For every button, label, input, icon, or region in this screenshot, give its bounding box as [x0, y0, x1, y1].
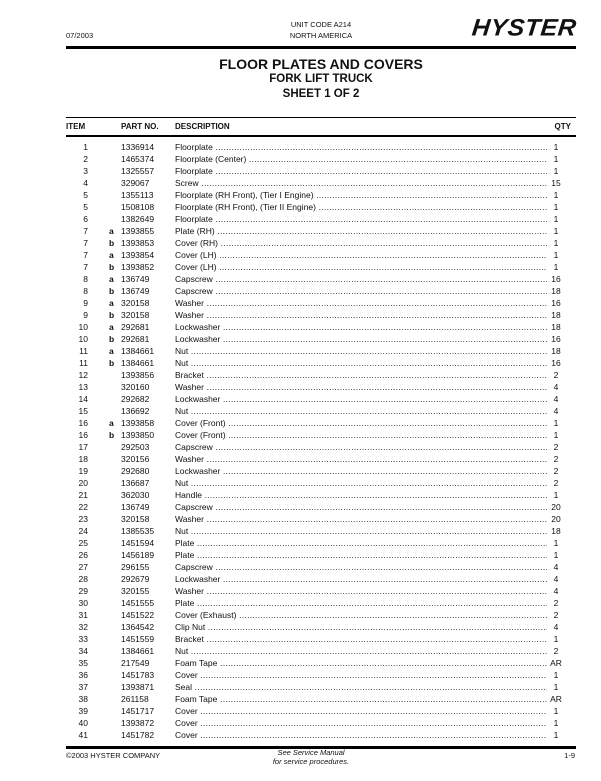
table-row — [66, 585, 576, 597]
item-number: 40 — [78, 717, 88, 728]
part-number: 320156 — [121, 453, 150, 464]
page-number: 1-9 — [564, 751, 575, 760]
item-variant: b — [109, 237, 115, 248]
part-number: 136749 — [121, 501, 150, 512]
part-description: Cover (LH) ..... — [175, 249, 547, 261]
table-row — [66, 261, 576, 273]
table-row — [66, 189, 576, 201]
header-date: 07/2003 — [66, 31, 94, 40]
quantity: 16 — [551, 333, 561, 344]
part-number: 296155 — [121, 561, 150, 572]
quantity: 1 — [553, 165, 559, 176]
part-number: 1355113 — [121, 189, 154, 200]
table-row — [66, 429, 576, 441]
col-item: ITEM — [66, 122, 86, 131]
part-description: Lockwasher ..... — [175, 573, 547, 585]
part-number: 1393855 — [121, 225, 155, 236]
item-number: 5 — [83, 189, 88, 200]
part-description: Washer ..... — [175, 585, 547, 597]
item-variant: b — [109, 285, 115, 296]
part-number: 320160 — [121, 381, 150, 392]
table-row — [66, 153, 576, 165]
quantity: 2 — [553, 477, 559, 488]
item-number: 11 — [79, 357, 88, 368]
part-number: 1393852 — [121, 261, 155, 272]
quantity: 1 — [553, 141, 559, 152]
item-number: 15 — [78, 405, 88, 416]
item-number: 37 — [78, 681, 88, 692]
item-number: 27 — [78, 561, 88, 572]
table-header-divider — [66, 135, 576, 137]
quantity: 1 — [553, 153, 559, 164]
quantity: 4 — [553, 393, 559, 404]
part-number: 1508108 — [121, 201, 155, 212]
part-description: Washer ..... — [175, 297, 547, 309]
quantity: 2 — [553, 609, 559, 620]
table-row — [66, 321, 576, 333]
part-description: Nut ..... — [175, 645, 547, 657]
part-number: 136749 — [121, 273, 150, 284]
part-description: Handle ..... — [175, 489, 547, 501]
table-row — [66, 537, 576, 549]
quantity: 1 — [553, 705, 559, 716]
item-number: 36 — [78, 669, 88, 680]
table-row — [66, 513, 576, 525]
quantity: 1 — [553, 633, 559, 644]
table-row — [66, 141, 576, 153]
item-variant: b — [109, 357, 115, 368]
item-number: 34 — [78, 645, 88, 656]
item-number: 17 — [78, 441, 88, 452]
item-number: 35 — [78, 657, 88, 668]
item-number: 16 — [78, 429, 88, 440]
part-description: Nut ..... — [175, 525, 547, 537]
part-description: Floorplate ..... — [175, 141, 547, 153]
header-divider — [66, 46, 576, 49]
table-row — [66, 573, 576, 585]
item-number: 29 — [78, 585, 88, 596]
table-row — [66, 417, 576, 429]
item-number: 1 — [83, 141, 88, 152]
table-row — [66, 621, 576, 633]
item-number: 8 — [83, 285, 88, 296]
quantity: 1 — [553, 429, 559, 440]
table-row — [66, 465, 576, 477]
table-row — [66, 273, 576, 285]
item-number: 4 — [83, 177, 88, 188]
part-description: Cover ..... — [175, 705, 547, 717]
part-number: 1393856 — [121, 369, 155, 380]
quantity: 1 — [553, 681, 559, 692]
part-number: 320158 — [121, 513, 150, 524]
sheet-label: SHEET 1 OF 2 — [282, 88, 360, 100]
col-description: DESCRIPTION — [175, 122, 230, 131]
item-number: 28 — [78, 573, 88, 584]
quantity: 18 — [551, 321, 561, 332]
item-variant: a — [109, 225, 114, 236]
table-row — [66, 609, 576, 621]
part-number: 1336914 — [121, 141, 155, 152]
part-description: Floorplate (RH Front), (Tier II Engine) ..... — [175, 201, 547, 213]
table-row — [66, 237, 576, 249]
item-number: 32 — [78, 621, 88, 632]
table-row — [66, 393, 576, 405]
quantity: 1 — [553, 549, 559, 560]
part-number: 1385535 — [121, 525, 155, 536]
quantity: 20 — [551, 501, 561, 512]
table-row — [66, 225, 576, 237]
item-number: 38 — [78, 693, 88, 704]
quantity: 4 — [553, 561, 559, 572]
part-number: 136687 — [121, 477, 150, 488]
item-variant: b — [109, 261, 115, 272]
quantity: 1 — [553, 717, 559, 728]
table-header — [66, 118, 576, 135]
item-number: 8 — [83, 273, 88, 284]
quantity: 1 — [553, 537, 559, 548]
item-number: 7 — [83, 237, 88, 248]
item-variant: b — [109, 309, 115, 320]
part-number: 329067 — [121, 177, 150, 188]
header-unit-info — [246, 19, 396, 41]
quantity: 2 — [553, 369, 559, 380]
quantity: 4 — [553, 381, 559, 392]
part-description: Plate ..... — [175, 537, 547, 549]
item-number: 33 — [78, 633, 88, 644]
part-number: 292503 — [121, 441, 150, 452]
quantity: 2 — [553, 465, 559, 476]
part-number: 136692 — [121, 405, 150, 416]
item-number: 30 — [78, 597, 88, 608]
quantity: AR — [550, 693, 562, 704]
part-number: 1393854 — [121, 249, 155, 260]
table-row — [66, 477, 576, 489]
part-number: 1456189 — [121, 549, 155, 560]
part-description: Lockwasher ..... — [175, 321, 547, 333]
quantity: 1 — [553, 489, 559, 500]
part-description: Capscrew ..... — [175, 501, 547, 513]
part-description: Cover (Front) ..... — [175, 429, 547, 441]
quantity: 1 — [553, 225, 559, 236]
item-number: 16 — [78, 417, 88, 428]
part-description: Lockwasher ..... — [175, 465, 547, 477]
quantity: AR — [550, 657, 562, 668]
quantity: 20 — [551, 513, 561, 524]
part-number: 292679 — [121, 573, 150, 584]
item-number: 24 — [78, 525, 88, 536]
part-description: Foam Tape ..... — [175, 693, 547, 705]
item-number: 9 — [83, 309, 88, 320]
item-number: 3 — [83, 165, 88, 176]
part-number: 1382649 — [121, 213, 155, 224]
part-description: Plate ..... — [175, 549, 547, 561]
item-number: 31 — [78, 609, 88, 620]
quantity: 18 — [551, 285, 561, 296]
table-row — [66, 441, 576, 453]
item-number: 22 — [78, 501, 88, 512]
part-number: 320155 — [121, 585, 150, 596]
table-row — [66, 453, 576, 465]
part-number: 1325557 — [121, 165, 155, 176]
part-number: 1451717 — [121, 705, 155, 716]
part-number: 292681 — [121, 333, 150, 344]
part-number: 1384661 — [121, 345, 155, 356]
quantity: 18 — [551, 525, 561, 536]
quantity: 16 — [551, 273, 561, 284]
part-description: Cover (Front) ..... — [175, 417, 547, 429]
service-note — [246, 748, 376, 766]
quantity: 4 — [553, 621, 559, 632]
table-row — [66, 549, 576, 561]
quantity: 1 — [553, 237, 559, 248]
table-row — [66, 717, 576, 729]
quantity: 2 — [553, 597, 559, 608]
quantity: 2 — [553, 645, 559, 656]
table-row — [66, 309, 576, 321]
part-description: Bracket ..... — [175, 369, 547, 381]
item-number: 7 — [83, 249, 88, 260]
table-row — [66, 345, 576, 357]
item-number: 41 — [78, 729, 88, 740]
part-number: 217549 — [121, 657, 150, 668]
quantity: 1 — [553, 201, 559, 212]
quantity: 2 — [553, 453, 559, 464]
page-subtitle: FORK LIFT TRUCK — [269, 73, 373, 85]
part-description: Floorplate (Center) ..... — [175, 153, 547, 165]
table-row — [66, 681, 576, 693]
part-description: Capscrew ..... — [175, 273, 547, 285]
part-number: 362030 — [121, 489, 150, 500]
quantity: 4 — [553, 585, 559, 596]
item-variant: a — [109, 273, 114, 284]
region: NORTH AMERICA — [289, 31, 353, 40]
part-description: Bracket ..... — [175, 633, 547, 645]
part-description: Cover ..... — [175, 717, 547, 729]
item-number: 6 — [83, 213, 88, 224]
item-number: 10 — [78, 321, 88, 332]
part-description: Washer ..... — [175, 381, 547, 393]
item-number: 20 — [78, 477, 88, 488]
item-number: 18 — [78, 453, 88, 464]
table-row — [66, 645, 576, 657]
title-block — [66, 56, 576, 102]
quantity: 1 — [553, 417, 559, 428]
quantity: 16 — [551, 357, 561, 368]
part-description: Cover (LH) ..... — [175, 261, 547, 273]
table-row — [66, 213, 576, 225]
page-header — [66, 0, 576, 46]
part-description: Capscrew ..... — [175, 441, 547, 453]
part-description: Washer ..... — [175, 453, 547, 465]
table-row — [66, 357, 576, 369]
item-variant: a — [109, 321, 114, 332]
item-number: 10 — [78, 333, 88, 344]
table-row — [66, 705, 576, 717]
table-row — [66, 201, 576, 213]
part-number: 1451782 — [121, 729, 155, 740]
quantity: 1 — [553, 249, 559, 260]
part-description: Washer ..... — [175, 513, 547, 525]
item-variant: b — [109, 429, 115, 440]
unit-code: UNIT CODE A214 — [290, 20, 352, 29]
part-number: 1451559 — [121, 633, 155, 644]
part-number: 1451783 — [121, 669, 155, 680]
item-number: 19 — [78, 465, 88, 476]
part-number: 1451555 — [121, 597, 155, 608]
table-row — [66, 561, 576, 573]
part-number: 320158 — [121, 309, 150, 320]
item-number: 7 — [83, 261, 88, 272]
part-number: 1393872 — [121, 717, 155, 728]
item-number: 9 — [83, 297, 88, 308]
table-row — [66, 489, 576, 501]
part-number: 136749 — [121, 285, 150, 296]
item-variant: a — [109, 297, 114, 308]
quantity: 1 — [553, 189, 559, 200]
part-description: Cover ..... — [175, 729, 547, 741]
table-row — [66, 501, 576, 513]
table-row — [66, 297, 576, 309]
quantity: 1 — [553, 729, 559, 740]
item-variant: a — [109, 345, 114, 356]
page-title: FLOOR PLATES AND COVERS — [219, 56, 423, 72]
quantity: 4 — [553, 405, 559, 416]
part-description: Nut ..... — [175, 405, 547, 417]
part-description: Cover (RH) ..... — [175, 237, 547, 249]
item-number: 13 — [78, 381, 88, 392]
table-row — [66, 177, 576, 189]
table-row — [66, 165, 576, 177]
part-description: Clip Nut ..... — [175, 621, 547, 633]
part-number: 1384661 — [121, 357, 155, 368]
quantity: 1 — [553, 669, 559, 680]
table-row — [66, 381, 576, 393]
part-description: Plate (RH) ..... — [175, 225, 547, 237]
item-number: 2 — [83, 153, 88, 164]
item-number: 12 — [78, 369, 88, 380]
item-number: 25 — [78, 537, 88, 548]
part-description: Screw ..... — [175, 177, 547, 189]
item-number: 39 — [78, 705, 88, 716]
part-number: 261158 — [121, 693, 149, 704]
part-description: Lockwasher ..... — [175, 393, 547, 405]
quantity: 4 — [553, 573, 559, 584]
part-number: 1384661 — [121, 645, 155, 656]
table-row — [66, 729, 576, 741]
parts-page — [66, 0, 576, 741]
part-description: Washer ..... — [175, 309, 547, 321]
item-number: 11 — [79, 345, 88, 356]
item-number: 23 — [78, 513, 88, 524]
item-number: 5 — [83, 201, 88, 212]
part-number: 292680 — [121, 465, 150, 476]
part-description: Floorplate ..... — [175, 165, 547, 177]
table-row — [66, 405, 576, 417]
table-row — [66, 693, 576, 705]
part-number: 1465374 — [121, 153, 155, 164]
part-description: Nut ..... — [175, 477, 547, 489]
part-number: 1393858 — [121, 417, 155, 428]
table-row — [66, 249, 576, 261]
quantity: 1 — [553, 213, 559, 224]
table-row — [66, 657, 576, 669]
quantity: 1 — [553, 261, 559, 272]
part-description: Seal ..... — [175, 681, 547, 693]
table-row — [66, 369, 576, 381]
part-description: Floorplate (RH Front), (Tier I Engine) ..... — [175, 189, 547, 201]
part-description: Capscrew ..... — [175, 561, 547, 573]
part-number: 292682 — [121, 393, 150, 404]
part-number: 1393853 — [121, 237, 155, 248]
parts-table — [66, 141, 576, 741]
part-number: 1451594 — [121, 537, 155, 548]
item-number: 26 — [78, 549, 88, 560]
part-number: 1451522 — [121, 609, 155, 620]
table-row — [66, 669, 576, 681]
item-number: 14 — [78, 393, 88, 404]
table-row — [66, 285, 576, 297]
quantity: 18 — [551, 345, 561, 356]
quantity: 15 — [551, 177, 561, 188]
service-note-line1: See Service Manual — [277, 748, 345, 757]
service-note-line2: for service procedures. — [272, 757, 350, 766]
part-description: Cover ..... — [175, 669, 547, 681]
part-description: Cover (Exhaust) ..... — [175, 609, 547, 621]
part-description: Floorplate ..... — [175, 213, 547, 225]
part-description: Capscrew ..... — [175, 285, 547, 297]
part-number: 1393850 — [121, 429, 155, 440]
item-variant: a — [109, 417, 114, 428]
part-number: 320158 — [121, 297, 150, 308]
part-number: 1393871 — [121, 681, 155, 692]
part-description: Lockwasher ..... — [175, 333, 547, 345]
quantity: 2 — [553, 441, 559, 452]
part-description: Nut ..... — [175, 357, 547, 369]
quantity: 18 — [551, 309, 561, 320]
table-row — [66, 597, 576, 609]
part-description: Foam Tape ..... — [175, 657, 547, 669]
part-description: Nut ..... — [175, 345, 547, 357]
table-row — [66, 333, 576, 345]
item-number: 7 — [83, 225, 88, 236]
part-description: Plate ..... — [175, 597, 547, 609]
hyster-logo: HYSTER — [470, 14, 578, 42]
quantity: 16 — [551, 297, 561, 308]
item-variant: b — [109, 333, 115, 344]
part-number: 1364542 — [121, 621, 155, 632]
item-number: 21 — [78, 489, 88, 500]
item-variant: a — [109, 249, 114, 260]
table-row — [66, 525, 576, 537]
col-qty: QTY — [554, 122, 571, 131]
copyright: ©2003 HYSTER COMPANY — [66, 751, 161, 760]
part-number: 292681 — [121, 321, 150, 332]
table-row — [66, 633, 576, 645]
col-part-no: PART NO. — [121, 122, 159, 131]
